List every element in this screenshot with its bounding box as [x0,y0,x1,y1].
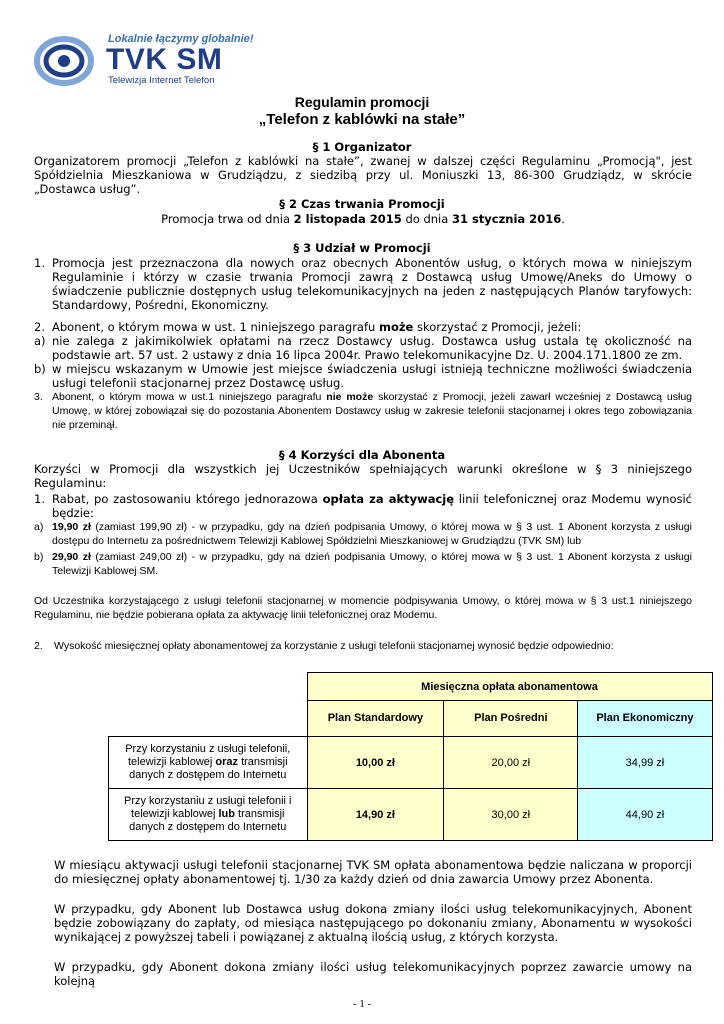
after-table-p2: W przypadku, gdy Abonent lub Dostawca usług dokona zmiany ilości usług telekomunikacyjnych, Abonent będzie zobowiązany do zapłaty, od miesiąca następującego po dokonaniu zmiany, Abonamentu w wysokości wynikającej z powyższej tabeli i powiązanej z aktualną ilością usług, z których korzysta. [54,902,692,944]
s4-p1-bold: opłata za aktywację [322,492,455,506]
logo-brand: TVK SM [106,43,223,76]
s3-p3-after: skorzystać z Promocji, jeżeli zawarł wcześniej z Dostawcą usług Umowę, w której zobowiązał się do pozostania Abonentem Dostawcy usług w zakresie telefonii stacjonarnej i okres tego zobowiązania nie przeminął. [52,391,692,431]
empty-cell [109,701,308,737]
s2-text-before: Promocja trwa od dnia [161,212,294,226]
s3-p2-bold: może [378,320,414,334]
s2-date-to: 31 stycznia 2016 [451,212,562,226]
s2-date-from: 2 listopada 2015 [293,212,402,226]
s3-item-a [34,334,692,362]
table-row [109,789,713,841]
list-marker: a) [34,521,44,533]
s4-item-1-text [52,492,692,520]
s4-item-b-text [52,550,692,578]
s3-p3-bold: nie może [326,391,374,403]
section-3-heading: § 3 Udział w Promocji [293,241,431,255]
row-1-label-before: Przy korzystaniu z usługi telefonii, telewizji kablowej [125,743,291,768]
row-1-economy-value: 34,99 zł [578,737,712,789]
list-marker: 3. [34,391,43,403]
s4-pa-text: (zamiast 199,90 zł) - w przypadku, gdy na dzień podpisania Umowy, o której mowa w § 3 ust. 1 Abonent korzysta z usługi dostępu do Internetu za pośrednictwem Telewizji Kablowej Spółdzielni Mieszkaniowej w Grudziądzu (TVK SM) lub [52,521,692,547]
section-4-heading: § 4 Korzyści dla Abonenta [278,448,446,462]
list-marker: b) [34,362,46,376]
s3-item-1 [34,256,692,312]
s4-item-2 [34,639,692,653]
section-2-heading: § 2 Czas trwania Promocji [279,197,445,211]
s3-item-a-text: nie zalega z jakimikolwiek opłatami na rzecz Dostawcy usług. Dostawca usług ustala tę okoliczność na podstawie art. 57 ust. 2 ustawy z dnia 16 lipca 2004r. Prawo telekomunikacyjne Dz. U. 2004.171.1800 ze zm. [52,334,692,362]
s4-pa-bold: 19,90 zł [52,521,91,533]
tvk-logo [34,30,264,90]
s3-item-b-text: w miejscu wskazanym w Umowie jest miejsce świadczenia usługi istnieją techniczne możliwości świadczenia usługi telefonii stacjonarnej przez Dostawcę usług. [52,362,692,390]
table-row [109,737,713,789]
row-2-economy-value: 44,90 zł [578,789,712,841]
row-2-label-bold: lub [218,808,235,820]
list-marker: 2. [34,320,45,334]
page-number: - 1 - [352,998,372,1010]
s4-p1-after: linii telefonicznej oraz Modemu wynosić będzie: [52,492,692,520]
after-table-p1: W miesiącu aktywacji usługi telefonii stacjonarnej TVK SM opłata abonamentowa będzie naliczana w proporcji do miesięcznej opłaty abonamentowej tj. 1/30 za każdy dzień od dnia zawarcia Umowy przez Abonenta. [54,858,692,886]
row-1-middle-value: 20,00 zł [444,737,578,789]
row-label [109,789,308,841]
empty-cell [109,673,308,701]
plan-economy-header: Plan Ekonomiczny [578,701,712,737]
s3-item-2 [34,320,692,334]
fee-table-header: Miesięczna opłata abonamentowa [307,673,712,701]
s3-item-3 [34,390,692,432]
row-1-standard-value: 10,00 zł [307,737,444,789]
fee-table [108,672,713,841]
logo-tagline: Lokalnie łączymy globalnie! [108,33,254,45]
s3-item-1-text: Promocja jest przeznaczona dla nowych oraz obecnych Abonentów usług, o których mowa w niniejszym Regulaminie i którzy w czasie trwania Promocji zawrą z Dostawcą usług Umowę/Aneks do Umowy o świadczenie publicznie dostępnych usług telekomunikacyjnych na jeden z następujących Planów taryfowych: Standardowy, Pośredni, Ekonomiczny. [52,256,692,312]
s2-text-mid: do dnia [401,212,452,226]
list-marker: 1. [34,256,45,270]
s3-item-3-text [52,390,692,432]
s4-item-1 [34,492,692,520]
s4-item-a [34,520,692,548]
plan-middle-header: Plan Pośredni [444,701,578,737]
s4-note: Od Uczestnika korzystającego z usługi telefonii stacjonarnej w momencie podpisywania Umowy, o której mowa w § 3 ust.1 niniejszego Regulaminu, nie będzie pobierana opłata za aktywację linii telefonicznej oraz Modemu. [34,595,692,621]
section-1-heading: § 1 Organizator [312,140,412,154]
logo-subtitle: Telewizja Internet Telefon [108,75,215,86]
row-1-label-bold: oraz [215,756,239,768]
page-title: Regulamin promocji [294,94,430,110]
s3-item-b [34,362,692,390]
s2-text-after: . [561,212,565,226]
s4-item-2-text: Wysokość miesięcznej opłaty abonamentowej za korzystanie z usługi telefonii stacjonarnej wynosić będzie odpowiednio: [54,640,614,652]
section-1-text: Organizatorem promocji „Telefon z kablówki na stałe”, zwanej w dalszej części Regulaminu „Promocją", jest Spółdzielnia Mieszkaniowa w Grudziądzu, z siedzibą przy ul. Moniuszki 13, 86-300 Grudziądz, w skrócie „Dostawca usług”. [34,154,692,196]
after-table-p3: W przypadku, gdy Abonent dokona zmiany ilości usług telekomunikacyjnych poprzez zawarcie umowy na kolejną [54,960,692,988]
fee-table-header-row [109,673,713,701]
list-marker: 1. [34,492,45,506]
row-1-label-after: transmisji danych z dostępem do Internetu [129,756,288,781]
s4-pb-bold: 29,90 zł [52,551,91,563]
plan-standard-header: Plan Standardowy [307,701,444,737]
row-2-label-after: transmisji danych z dostępem do Internetu [129,808,287,833]
page-subtitle: „Telefon z kablówki na stałe” [258,111,466,128]
s4-pb-text: (zamiast 249,00 zł) - w przypadku, gdy na dzień podpisania Umowy, o której mowa w § 3 ust. 1 Abonent korzysta z usługi Telewizji Kablowej SM. [52,551,692,577]
s3-p2-after: skorzystać z Promocji, jeżeli: [413,320,582,334]
row-2-standard-value: 14,90 zł [307,789,444,841]
s4-item-b [34,550,692,578]
list-marker: b) [34,551,44,563]
s4-p1-before: Rabat, po zastosowaniu którego jednorazowa [52,492,323,506]
fee-table-plans-row [109,701,713,737]
section-4-intro: Korzyści w Promocji dla wszystkich jej Uczestników spełniających warunki określone w § 3 niniejszego Regulaminu: [34,462,692,490]
row-2-label-before: Przy korzystaniu z usługi telefonii i telewizji kablowej [123,795,292,820]
s3-p3-before: Abonent, o którym mowa w ust.1 niniejszego paragrafu [52,391,327,403]
tvk-logo-icon [34,34,98,88]
s3-item-2-text [52,320,692,334]
row-2-middle-value: 30,00 zł [444,789,578,841]
list-marker: a) [34,334,46,348]
list-marker: 2. [34,640,43,652]
row-label [109,737,308,789]
section-2-text [34,212,692,226]
s4-item-a-text [52,520,692,548]
s3-p2-before: Abonent, o którym mowa w ust. 1 niniejszego paragrafu [52,320,379,334]
